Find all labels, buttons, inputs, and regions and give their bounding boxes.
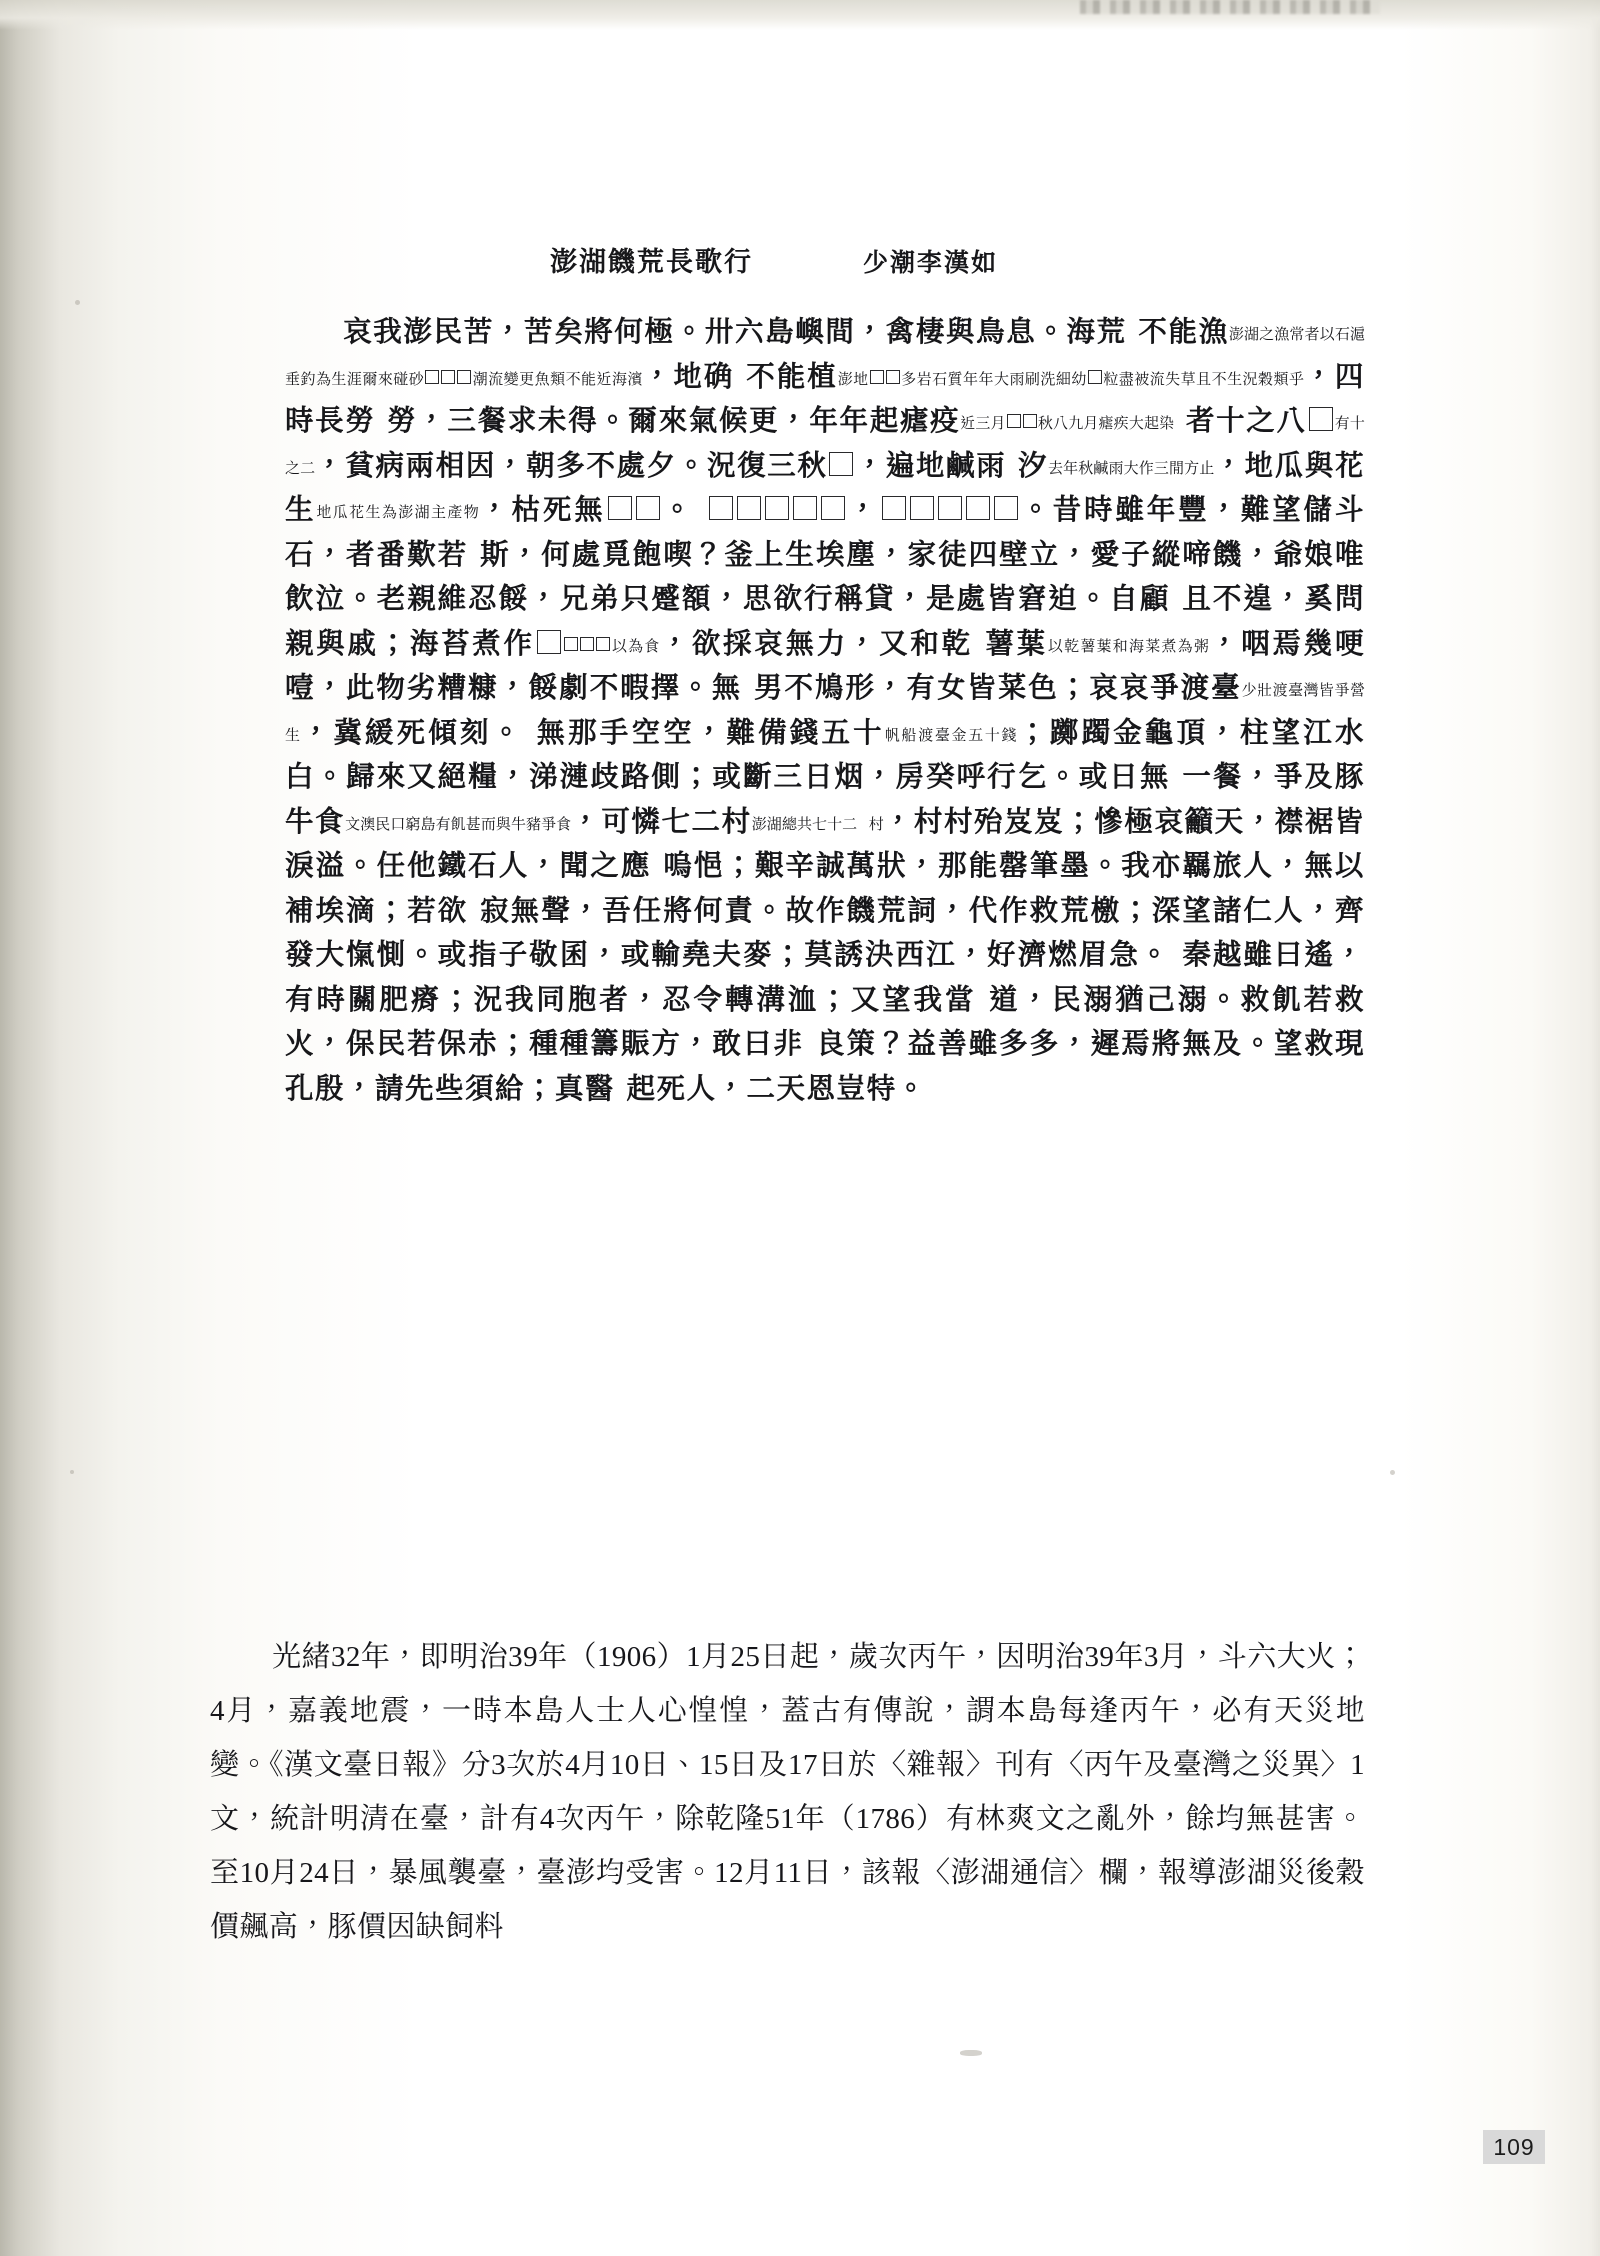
illegible-box bbox=[457, 370, 471, 384]
poem-line-text: ；躑躅金龜頂，柱望江水 bbox=[1018, 714, 1365, 749]
body-paragraph bbox=[210, 1630, 1365, 1954]
poem-line-text: ，地确 bbox=[642, 358, 735, 393]
poem-line-text: 。 bbox=[661, 492, 695, 526]
poem-block bbox=[285, 240, 1365, 1110]
illegible-box bbox=[425, 370, 439, 384]
poem-line-text: ，地瓜與花生 bbox=[285, 447, 1365, 526]
poem-line: 白。歸來又絕糧，涕漣歧路側；或斷三日烟，房癸呼行乞。或日無 bbox=[285, 759, 1171, 793]
illegible-box bbox=[829, 452, 853, 476]
illegible-box bbox=[886, 370, 900, 384]
illegible-box bbox=[596, 637, 610, 651]
poem-gloss: 澎湖之漁常者以石滬垂釣為生涯爾來碰砂 潮流變更魚類不能近海濱 bbox=[285, 325, 1365, 388]
poem-line-text: ，村村殆岌岌；慘極哀籲天，襟裾皆淚溢。任他鐵石人，聞之應 bbox=[285, 803, 1365, 882]
illegible-box bbox=[1023, 414, 1037, 428]
poem-line-text: 一餐，爭及豚牛食 bbox=[285, 759, 1365, 838]
illegible-box bbox=[793, 496, 817, 520]
poem-line-text: 汐 bbox=[1017, 447, 1048, 482]
poem-line: 飲泣。老親維忍餒，兄弟只蹙額，思欲行稱貸，是處皆窘迫。自顧 bbox=[285, 581, 1171, 615]
illegible-box bbox=[636, 496, 660, 520]
poem-line-text: ，四時長勞 bbox=[285, 358, 1365, 437]
poem-line: 嗚悒；艱辛誠萬狀，那能罄筆墨。我亦羈旅人，無以補埃滴；若欲 bbox=[285, 848, 1365, 927]
poem-line-text: ，遍地鹹雨 bbox=[855, 447, 1007, 482]
poem-line: 斯，何處覓飽喫？釜上生埃塵，家徒四壁立，愛子縱啼饑，爺娘唯 bbox=[480, 536, 1365, 571]
poem-line-text: ，冀緩死傾刻。 bbox=[301, 714, 524, 749]
poem-gloss: 地瓜花生為澎湖主產物 bbox=[316, 503, 481, 521]
poem-gloss: 以乾薯葉和海菜煮為粥 bbox=[1047, 636, 1211, 655]
illegible-box bbox=[966, 496, 990, 520]
illegible-box bbox=[1007, 414, 1021, 428]
poem-gloss: 以為食 bbox=[563, 637, 661, 655]
illegible-box bbox=[709, 496, 733, 520]
illegible-box bbox=[1309, 407, 1333, 431]
poem-line-text: ， bbox=[847, 492, 880, 526]
illegible-box bbox=[765, 496, 789, 520]
paragraph-text: 光緒32年，即明治39年（1906）1月25日起，歲次丙午，因明治39年3月，斗六大火；4月，嘉義地震，一時本島人士人心惶惶，蓋古有傳說，謂本島每逢丙午，必有天災地變。《漢文臺日報》分3次於4月10日、15日及17日於〈雜報〉刊有〈丙午及臺灣之災異〉1文，統計明清在臺，計有4次丙午，除乾隆51年（1786）有林爽文之亂外，餘均無甚害。至10月24日，暴風襲臺，臺澎均受害。12月11日，該報〈澎湖通信〉欄，報導澎湖災後穀價飆高，豚價因缺飼料 bbox=[210, 1641, 1365, 1943]
poem-line-text: ，欲採哀無力，又和乾 bbox=[660, 625, 973, 660]
poem-line-text: ，咽焉幾哽噎，此物劣糟糠，餒劇不暇擇。無 bbox=[285, 625, 1365, 704]
poem-line: 道，民溺猶己溺。救飢若救火，保民若保赤；種種籌賑方，敢曰非 bbox=[285, 981, 1365, 1060]
poem-line: 起死人，二天恩豈特。 bbox=[626, 1070, 927, 1105]
poem-line-text: 不能漁 bbox=[1138, 314, 1229, 348]
poem-gloss: 去年秋鹹雨大作三閒方止 bbox=[1047, 458, 1215, 477]
poem-line-text: 不能植 bbox=[746, 358, 838, 393]
poem-gloss: 近三月 秋八九月瘧疾大起染 bbox=[960, 414, 1175, 432]
poem-gloss: 澎地 多岩石質年年大雨刷洗細幼 粒盡被流失草且不生況穀類乎 bbox=[837, 369, 1305, 388]
poem-author: 少潮李漢如 bbox=[863, 248, 999, 277]
illegible-box bbox=[580, 637, 594, 651]
illegible-box bbox=[821, 496, 845, 520]
poem-line: 哀我澎民苦，苦矣將何極。卅六島嶼間，禽棲與鳥息。海荒 bbox=[343, 314, 1127, 348]
poem-header bbox=[285, 240, 1365, 279]
poem-line-text: 且不遑，奚問親與戚；海苔煮作 bbox=[285, 581, 1365, 660]
poem-gloss: 澎湖總共七十二 bbox=[751, 814, 858, 833]
poem-gloss: 少壯渡臺灣皆爭營生 bbox=[285, 681, 1365, 744]
poem-gloss: 帆船渡臺金五十錢 bbox=[884, 725, 1019, 744]
poem-gloss: 村 bbox=[868, 814, 884, 833]
illegible-box bbox=[441, 370, 455, 384]
illegible-box bbox=[994, 496, 1018, 520]
illegible-box bbox=[938, 496, 962, 520]
poem-line: 寂無聲，吾任將何責。故作饑荒詞，代作救荒檄；深望諸仁人，齊 bbox=[480, 892, 1365, 927]
illegible-box bbox=[737, 496, 761, 520]
poem-line-text: ，貧病兩相因，朝多不處夕。況復三秋 bbox=[315, 447, 828, 482]
poem-line-text: ，枯死無 bbox=[480, 492, 606, 526]
poem-line: 發大愾惻。或指子敬囷，或輸堯夫麥；莫誘決西江，好濟燃眉急。 bbox=[285, 937, 1171, 971]
poem-line-text: 。昔時雖年豐，難望儲斗石，者番歎若 bbox=[285, 492, 1365, 571]
illegible-box bbox=[564, 637, 578, 651]
poem-line-text: 薯葉 bbox=[985, 625, 1048, 660]
illegible-box bbox=[910, 496, 934, 520]
illegible-box bbox=[870, 370, 884, 384]
poem-body bbox=[285, 309, 1365, 1110]
poem-line-text: 無那手空空，難備錢五十 bbox=[536, 714, 885, 749]
poem-gloss: 有十之二 bbox=[285, 414, 1365, 477]
poem-line-text: 男不鳩形，有女皆菜色；哀哀爭渡臺 bbox=[754, 670, 1242, 704]
poem-line: 秦越雖曰遙，有時關肥瘠；況我同胞者，忍令轉溝洫；又望我當 bbox=[285, 937, 1365, 1016]
illegible-box bbox=[537, 630, 561, 654]
illegible-box bbox=[1088, 370, 1102, 384]
poem-line-text: 勞，三餐求未得。爾來氣候更，年年起瘧疫 bbox=[387, 403, 961, 437]
page-number: 109 bbox=[1483, 2130, 1545, 2164]
illegible-box bbox=[608, 496, 632, 520]
poem-line-text: ，可憐七二村 bbox=[571, 803, 752, 838]
illegible-box bbox=[882, 496, 906, 520]
poem-gloss: 文澳民口窮島有飢甚而與牛豬爭食 bbox=[345, 814, 572, 833]
poem-line: 良策？益善雖多多，遲焉將無及。望救現孔殷，請先些須給；真醫 bbox=[285, 1026, 1365, 1105]
poem-title: 澎湖饑荒長歌行 bbox=[550, 247, 753, 278]
poem-line-text: 者十之八 bbox=[1185, 403, 1307, 437]
